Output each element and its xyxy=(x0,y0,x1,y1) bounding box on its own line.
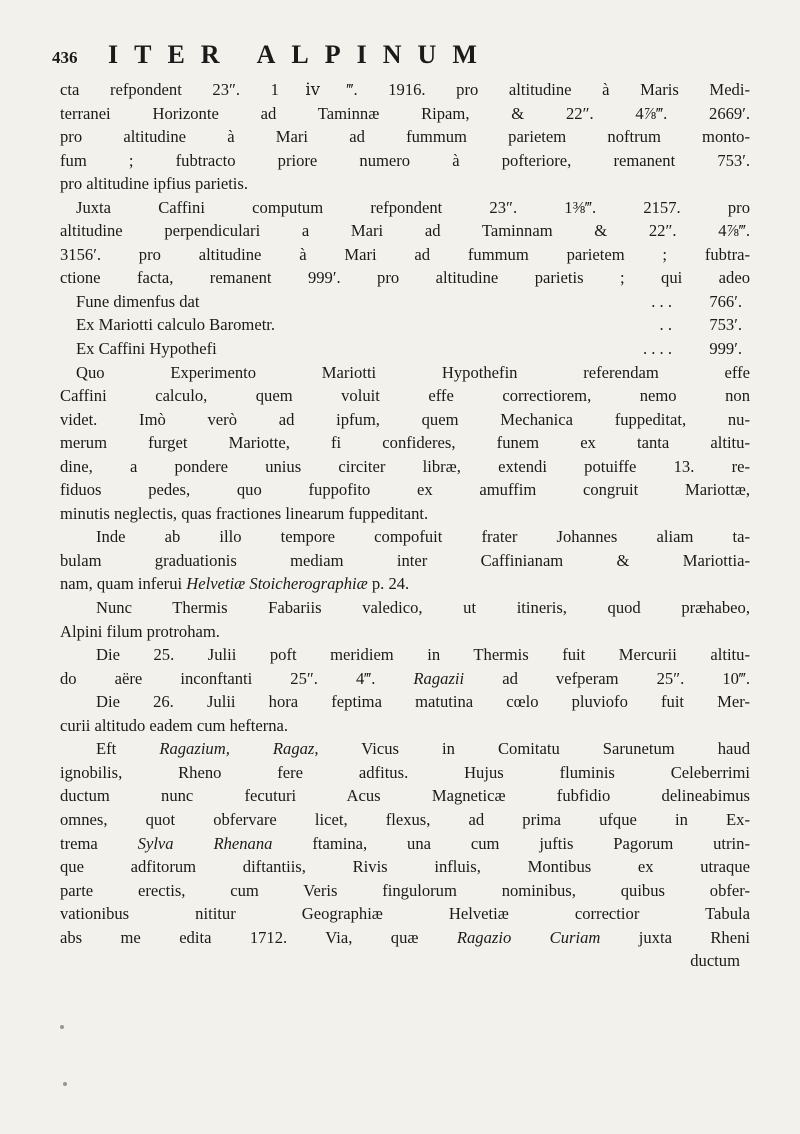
catchword: ductum xyxy=(690,951,740,971)
place-name-italic: Ragazio Curiam xyxy=(456,927,601,947)
text-line: que adfitorum diftantiis, Rivis influis, Montibus ex utraque xyxy=(60,857,750,877)
text-line: ctione facta, remanent 999′. pro altitudine parietis ; qui adeo xyxy=(60,268,750,288)
page-header xyxy=(52,40,752,70)
ink-speck xyxy=(60,1025,64,1029)
text-run: ftamina, una cum juftis Pagorum utrin- xyxy=(272,833,750,853)
text-line: merum furget Mariotte, fi confideres, funem ex tanta altitu- xyxy=(60,433,750,453)
summary-dots: . . xyxy=(659,315,672,335)
text-line: bulam graduationis mediam inter Caffinianam & Mariottia- xyxy=(60,550,750,570)
ink-speck xyxy=(63,1082,67,1086)
text-line xyxy=(60,572,750,596)
text-run: Vicus in Comitatu Sarunetum haud xyxy=(318,739,750,759)
place-name-italic: Sylva Rhenana xyxy=(137,833,273,853)
text-line xyxy=(60,832,750,856)
text-run: juxta Rheni xyxy=(600,927,750,947)
text-line: ignobilis, Rheno fere adfitus. Hujus fluminis Celeberrimi xyxy=(60,762,750,782)
text-line: curii altitudo eadem cum hefterna. xyxy=(60,715,289,735)
summary-row xyxy=(60,313,750,337)
text-line xyxy=(60,737,750,761)
text-line xyxy=(60,667,750,691)
text-line: fum ; fubtracto priore numero à pofteriore, remanent 753′. xyxy=(60,150,750,170)
text-run: trema xyxy=(60,833,138,853)
text-line: parte erectis, cum Veris fingulorum nominibus, quibus obfer- xyxy=(60,880,750,900)
running-title: ITER ALPINUM xyxy=(108,40,493,69)
text-line: Nunc Thermis Fabariis valedico, ut itineris, quod præhabeo, xyxy=(96,598,750,618)
text-line: Caffini calculo, quem voluit effe correctiorem, nemo non xyxy=(60,386,750,406)
text-run: abs me edita 1712. Via, quæ xyxy=(60,927,457,947)
body-text xyxy=(60,78,750,973)
text-line: vationibus nititur Geographiæ Helvetiæ correctior Tabula xyxy=(60,904,750,924)
text-line: pro altitudine à Mari ad fummum parietem noftrum monto- xyxy=(60,127,750,147)
summary-value: 999′. xyxy=(709,339,742,359)
text-line: pro altitudine ipfius parietis. xyxy=(60,174,249,194)
summary-label: Fune dimenfus dat xyxy=(76,291,200,311)
text-line: Inde ab illo tempore compofuit frater Johannes aliam ta- xyxy=(96,527,750,547)
text-line: Quo Experimento Mariotti Hypothefin referendam effe xyxy=(76,362,750,382)
text-line: 3156′. pro altitudine à Mari ad fummum parietem ; fubtra- xyxy=(60,244,750,264)
text-run: Eft xyxy=(96,739,160,759)
summary-dots: . . . xyxy=(651,291,672,311)
book-title-italic: Helvetiæ Stoicherographiæ xyxy=(186,574,368,594)
summary-dots: . . . . xyxy=(642,339,672,359)
summary-label: Ex Mariotti calculo Barometr. xyxy=(76,315,276,335)
place-name-italic: Ragazii xyxy=(413,668,465,688)
text-line: Die 25. Julii poft meridiem in Thermis fuit Mercurii altitu- xyxy=(96,645,750,665)
text-line: Juxta Caffini computum refpondent 23″. 1⅜‴. 2157. pro xyxy=(76,197,750,217)
text-line: fiduos pedes, quo fuppofito ex amuffim congruit Mariottæ, xyxy=(60,480,750,500)
summary-label: Ex Caffini Hypothefi xyxy=(76,339,217,359)
text-line: terranei Horizonte ad Taminnæ Ripam, & 22″. 4⅞‴. 2669′. xyxy=(60,103,750,123)
summary-row xyxy=(60,290,750,314)
text-line: dine, a pondere unius circiter libræ, extendi potuiffe 13. re- xyxy=(60,456,750,476)
text-line: cta refpondent 23″. 1ⅳ‴. 1916. pro altitudine à Maris Medi- xyxy=(60,80,750,99)
text-line: Die 26. Julii hora feptima matutina cœlo pluviofo fuit Mer- xyxy=(96,692,750,712)
text-line: minutis neglectis, quas fractiones linearum fuppeditant. xyxy=(60,503,429,523)
text-run: p. 24. xyxy=(367,574,410,594)
text-line: omnes, quot obfervare licet, flexus, ad prima ufque in Ex- xyxy=(60,809,750,829)
text-run: do aëre inconftanti 25″. 4‴. xyxy=(60,668,414,688)
place-name-italic: Ragazium, Ragaz, xyxy=(159,739,319,759)
page-number: 436 xyxy=(52,48,78,67)
summary-row xyxy=(60,337,750,361)
text-line: videt. Imò verò ad ipfum, quem Mechanica fuppeditat, nu- xyxy=(60,409,750,429)
text-run: nam, quam inferui xyxy=(60,574,187,594)
text-line: ductum nunc fecuturi Acus Magneticæ fubfidio delineabimus xyxy=(60,786,750,806)
text-run: ad vefperam 25″. 10‴. xyxy=(464,668,750,688)
text-line xyxy=(60,926,750,950)
summary-value: 753′. xyxy=(709,315,742,335)
text-line: altitudine perpendiculari a Mari ad Taminnam & 22″. 4⅞‴. xyxy=(60,221,750,241)
text-line: Alpini filum protroham. xyxy=(60,621,220,641)
summary-value: 766′. xyxy=(709,291,742,311)
